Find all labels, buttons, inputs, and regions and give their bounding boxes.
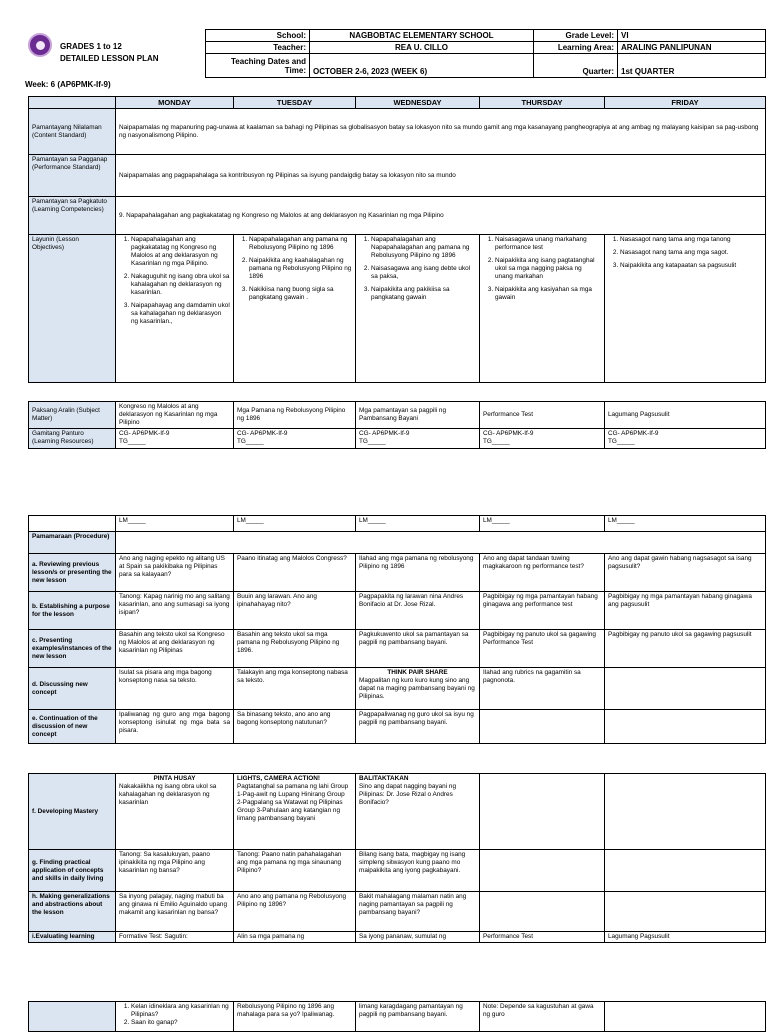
cell-e-friday bbox=[605, 710, 766, 744]
cell-c-friday: Pagbibigay ng panuto ukol sa gagawing pagsusulit bbox=[605, 630, 766, 668]
content-standard: Naipapamalas ng mapanuring pag-unawa at kaalaman sa bahagi ng Pilipinas sa globalisasyon batay sa lokasyon nito sa mundo gamit ang mga kasanayang pangheograpiya at ang ambag ng malayang kaisipan sa pag-usbong ng nasyonalismong Pilipino. bbox=[116, 109, 766, 155]
standards-table bbox=[28, 96, 766, 383]
procedure-blank bbox=[116, 532, 766, 554]
cell-e-monday: Ipaliwanag ng guro ang mga bagong konseptong isinulat ng mga bata sa pisara. bbox=[116, 710, 234, 744]
objectives-wednesday bbox=[356, 235, 480, 383]
day-monday: MONDAY bbox=[116, 97, 234, 109]
pinta-husay-title: PINTA HUSAY bbox=[153, 775, 196, 782]
cell-a-friday: Ano ang dapat gawin habang nagsasagot sa isang pagsusulit? bbox=[605, 554, 766, 592]
row-label-i: i.Evaluating learning bbox=[29, 932, 116, 943]
school-value: NAGBOBTAC ELEMENTARY SCHOOL bbox=[310, 30, 534, 42]
cell-d-monday: Isulat sa pisara ang mga bagong konseptong nasa sa teksto. bbox=[116, 668, 234, 710]
row-label-h: h. Making generalizations and abstractions about the lesson bbox=[29, 892, 116, 932]
lm-wednesday: LM_____ bbox=[356, 516, 480, 532]
objective-item: 2. Naisasagawa ang isang debte ukol sa paksa, bbox=[371, 265, 476, 281]
cell-i-thursday: Performance Test bbox=[480, 932, 605, 943]
cell-e-tuesday: Sa binasang teksto, ano ano ang bagong konseptong natutunan? bbox=[234, 710, 356, 744]
cell-c-thursday: Pagbibigay ng panuto ukol sa gagawing Performance Test bbox=[480, 630, 605, 668]
cell-f-tuesday bbox=[234, 774, 356, 850]
resources-wednesday bbox=[356, 429, 480, 449]
cell-a-tuesday: Paano itinatag ang Malolos Congress? bbox=[234, 554, 356, 592]
day-friday: FRIDAY bbox=[605, 97, 766, 109]
think-pair-title: THINK PAIR SHARE bbox=[387, 669, 448, 676]
objectives-tuesday bbox=[234, 235, 356, 383]
cell-c-tuesday: Basahin ang teksto ukol sa mga pamana ng Rebolusyong Pilipino ng 1896. bbox=[234, 630, 356, 668]
quarter-value: 1st QUARTER bbox=[618, 54, 766, 78]
cell-h-wednesday: Bakit mahalagang malaman natin ang naging pamantayan sa pagpili ng pambansang bayani? bbox=[356, 892, 480, 932]
performance-standard: Naipapamalas ang pagpapahalaga sa kontribusyon ng Pilipinas sa isyung pandaigdig batay sa lokasyon nito sa mundo bbox=[116, 155, 766, 197]
resources-thursday bbox=[480, 429, 605, 449]
cg-code: CG- AP6PMK-If-9 bbox=[483, 430, 534, 437]
teacher-value: REA U. CILLO bbox=[310, 42, 534, 54]
cell-a-thursday: Ano ang dapat tandaan tuwing magkakaroon ng performance test? bbox=[480, 554, 605, 592]
quarter-label: Quarter: bbox=[534, 54, 618, 78]
cont-item: 2. Saan ito ganap? bbox=[131, 1019, 230, 1027]
day-tuesday: TUESDAY bbox=[234, 97, 356, 109]
title-grades: GRADES 1 to 12 bbox=[60, 42, 122, 51]
objective-item: 3. Naipakikita ang katapaatan sa pagsusulit bbox=[620, 262, 762, 270]
cell-d-thursday: Ilahad ang rubrics na gagamitin sa pagnonota. bbox=[480, 668, 605, 710]
cell-h-thursday bbox=[480, 892, 605, 932]
dates-value: OCTOBER 2-6, 2023 (WEEK 6) bbox=[310, 54, 534, 78]
objective-item: 2. Naipakikita ang isang pagtatanghal ukol sa mga nagging paksa ng unang markahan bbox=[495, 257, 601, 281]
school-label: School: bbox=[206, 30, 310, 42]
cell-e-thursday bbox=[480, 710, 605, 744]
cell-b-tuesday: Buuin ang larawan. Ano ang ipinahahayag nito? bbox=[234, 592, 356, 630]
cell-b-wednesday: Pagpapakita ng larawan nina Andres Bonifacio at Dr. Jose Rizal. bbox=[356, 592, 480, 630]
lights-camera-title: LIGHTS, CAMERA ACTION! bbox=[237, 775, 320, 782]
cell-i-wednesday: Sa iyong pananaw, sumulat ng bbox=[356, 932, 480, 943]
header-table bbox=[205, 29, 766, 78]
tg-blank: TG_____ bbox=[359, 438, 386, 445]
objective-item: 1. Napapahalagahan ang Napapahalagahan ang pamana ng Rebolusyong Pilipino ng 1896 bbox=[371, 236, 476, 260]
cell-b-friday: Pagbibigay ng mga pamantayan habang ginagawa ang pagsusulit bbox=[605, 592, 766, 630]
cont-tuesday: Rebolusyong Pilipino ng 1896 ang mahalaga para sa yo? Ipaliwanag. bbox=[234, 1002, 356, 1032]
lm-tuesday: LM_____ bbox=[234, 516, 356, 532]
objective-item: 2. Nakaguguhit ng isang obra ukol sa kahalagahan ng deklarasyon ng kasarinlan. bbox=[131, 273, 230, 297]
area-value: ARALING PANLIPUNAN bbox=[618, 42, 766, 54]
objective-item: 1. Napapahalagahan ang pamana ng Rebolusyong Pilipino ng 1896 bbox=[249, 236, 352, 252]
cell-g-tuesday: Tanong: Paano natin pahahalagahan ang mga pamana ng mga sinaunang Pilipino? bbox=[234, 850, 356, 892]
cell-i-friday: Lagumang Pagsusulit bbox=[605, 932, 766, 943]
week-label: Week: 6 (AP6PMK-If-9) bbox=[25, 80, 111, 89]
grade-value: VI bbox=[618, 30, 766, 42]
row-label-a: a. Reviewing previous lesson/s or presenting the new lesson bbox=[29, 554, 116, 592]
resources-monday bbox=[116, 429, 234, 449]
objective-item: 1. Napapahalagahan ang pagkakatatag ng Kongreso ng Malolos at ang deklarasyon ng Kasarinlan ng mga Pilipino. bbox=[131, 236, 230, 268]
objective-item: 2. Naipakikita ang kaahalagahan ng pamana ng Rebolusyong Pilipino ng 1896 bbox=[249, 257, 352, 281]
subject-monday: Kongreso ng Malolos at ang deklarasyon ng Kasarinlan ng mga Pilipino bbox=[116, 402, 234, 429]
cell-h-monday: Sa inyong palagay, naging mabuti ba ang ginawa ni Emilio Aguinaldo upang makamit ang kasarinlan ng bansa? bbox=[116, 892, 234, 932]
area-label: Learning Area: bbox=[534, 42, 618, 54]
performance-standard-label: Pamantayan sa Pagganap (Performance Standard) bbox=[29, 155, 116, 197]
cell-g-friday bbox=[605, 850, 766, 892]
cell-a-monday: Ano ang naging epekto ng alitang US at Spain sa pakikibaka ng Pilipinas para sa kalayaan? bbox=[116, 554, 234, 592]
dates-label: Teaching Dates and Time: bbox=[206, 54, 310, 78]
lm-friday: LM_____ bbox=[605, 516, 766, 532]
content-standard-label: Pamantayang Nilalaman (Content Standard) bbox=[29, 109, 116, 155]
cg-code: CG- AP6PMK-If-9 bbox=[119, 430, 170, 437]
lm-thursday: LM_____ bbox=[480, 516, 605, 532]
day-wednesday: WEDNESDAY bbox=[356, 97, 480, 109]
cell-d-friday bbox=[605, 668, 766, 710]
subject-tuesday: Mga Pamana ng Rebolusyong Pilipino ng 1896 bbox=[234, 402, 356, 429]
objective-item: 2. Nasasagot nang tama ang mga sagot. bbox=[620, 249, 762, 257]
cg-code: CG- AP6PMK-If-9 bbox=[237, 430, 288, 437]
pinta-husay-text: Nakakaiikha ng isang obra ukol sa kahalagahan ng deklarasyon ng kasarinlan bbox=[119, 783, 217, 806]
cell-f-monday bbox=[116, 774, 234, 850]
objective-item: 3. Nakikiisa nang buong sigla sa pangkatang gawain . bbox=[249, 286, 352, 302]
cell-h-tuesday: Ano ano ang pamana ng Rebolusyong Pilipino ng 1896? bbox=[234, 892, 356, 932]
cell-f-friday bbox=[605, 774, 766, 850]
think-pair-text: Magpalitan ng kuro kuro kung sino ang dapat na maging pambansang bayani ng Pilipinas. bbox=[359, 677, 475, 700]
row-label-d: d. Discussing new concept bbox=[29, 668, 116, 710]
lm-monday: LM_____ bbox=[116, 516, 234, 532]
objective-item: 3. Naipapahayag ang damdamin ukol sa kahalagahan ng deklarasyon ng kasarinlan., bbox=[131, 302, 230, 326]
tg-blank: TG_____ bbox=[119, 438, 146, 445]
cell-g-thursday bbox=[480, 850, 605, 892]
balitaktakan-text: Sino ang dapat nagging bayani ng Pilipinas: Dr. Jose Rizal o Andres Bonifacio? bbox=[359, 783, 457, 806]
objectives-label: Layunin (Lesson Objectives) bbox=[29, 235, 116, 383]
cell-e-wednesday: Pagpapaliwanag ng guro ukol sa isyu ng pagpili ng pambansang bayani. bbox=[356, 710, 480, 744]
row-label-f: f. Developing Mastery bbox=[29, 774, 116, 850]
cell-f-wednesday bbox=[356, 774, 480, 850]
lm-corner bbox=[29, 516, 116, 532]
teacher-label: Teacher: bbox=[206, 42, 310, 54]
lights-camera-text: Pagtatanghal sa pamana ng lahi Group 1-Pag-awit ng Lupang Hinirang Group 2-Pagpalang sa Watawat ng Pilipinas Group 3-Pahulaan ang katangian ng limang pambansang bayani bbox=[237, 783, 349, 822]
tg-blank: TG_____ bbox=[237, 438, 264, 445]
cont-friday bbox=[605, 1002, 766, 1032]
cell-c-wednesday: Pagkukuwento ukol sa pamantayan sa pagpili ng pambansang bayani. bbox=[356, 630, 480, 668]
subject-wednesday: Mga pamantayan sa pagpili ng Pambansang Bayani bbox=[356, 402, 480, 429]
row-label-g: g. Finding practical application of concepts and skills in daily living bbox=[29, 850, 116, 892]
objective-item: 1. Naisasagawa unang markahang performance test bbox=[495, 236, 601, 252]
objective-item: 3. Naipakikita ang kasiyahan sa mga gawain bbox=[495, 286, 601, 302]
cell-b-thursday: Pagbibigay ng mga pamantayan habang ginagawa ang performance test bbox=[480, 592, 605, 630]
continuation-table bbox=[28, 1001, 766, 1032]
resources-tuesday bbox=[234, 429, 356, 449]
subject-table bbox=[28, 401, 766, 449]
resources-friday bbox=[605, 429, 766, 449]
cell-i-monday: Formative Test: Sagutin: bbox=[116, 932, 234, 943]
tg-blank: TG_____ bbox=[483, 438, 510, 445]
cell-i-tuesday: Alin sa mga pamana ng bbox=[234, 932, 356, 943]
cell-f-thursday bbox=[480, 774, 605, 850]
cont-monday bbox=[116, 1002, 234, 1032]
cont-wednesday: limang karagdagang pamantayan ng pagpili ng pambansang bayani. bbox=[356, 1002, 480, 1032]
subject-thursday: Performance Test bbox=[480, 402, 605, 429]
cell-h-friday bbox=[605, 892, 766, 932]
cell-d-tuesday: Talakayin ang mga konseptong nabasa sa teksto. bbox=[234, 668, 356, 710]
procedure-label: Pamamaraan (Procedure) bbox=[29, 532, 116, 554]
corner-cell bbox=[29, 97, 116, 109]
resources-label: Gamitang Panturo (Learning Resources) bbox=[29, 429, 116, 449]
objectives-thursday bbox=[480, 235, 605, 383]
row-label-b: b. Establishing a purpose for the lesson bbox=[29, 592, 116, 630]
row-label-c: c. Presenting examples/instances of the new lesson bbox=[29, 630, 116, 668]
cont-thursday: Note: Depende sa kagustuhan at gawa ng guro bbox=[480, 1002, 605, 1032]
mastery-table bbox=[28, 773, 766, 943]
deped-seal-logo bbox=[28, 33, 52, 57]
subject-friday: Lagumang Pagsusulit bbox=[605, 402, 766, 429]
cont-item: 1. Kelan idineklara ang kasarinlan ng Pilipinas? bbox=[131, 1003, 230, 1019]
row-label-e: e. Continuation of the discussion of new concept bbox=[29, 710, 116, 744]
competency: 9. Napapahalagahan ang pagkakatatag ng Kongreso ng Malolos at ang deklarasyon ng Kasarinlan ng mga Pilipino bbox=[116, 197, 766, 235]
cell-g-wednesday: Bilang isang bata, magbigay ng isang simpleng sitwasyon kung paano mo maipakikita ang iyong pagkabayani. bbox=[356, 850, 480, 892]
day-thursday: THURSDAY bbox=[480, 97, 605, 109]
cell-a-wednesday: Ilahad ang mga pamana ng rebolusyong Pilipino ng 1896 bbox=[356, 554, 480, 592]
cell-d-wednesday bbox=[356, 668, 480, 710]
procedure-table bbox=[28, 515, 766, 744]
objective-item: 3. Naipakikita ang pakikiisa sa pangkatang gawain bbox=[371, 286, 476, 302]
balitaktakan-title: BALITAKTAKAN bbox=[359, 775, 409, 782]
objectives-friday bbox=[605, 235, 766, 383]
objectives-monday bbox=[116, 235, 234, 383]
cell-b-monday: Tanong: Kapag narinig mo ang salitang kasarinlan, ano ang sumasagi sa iyong isipan? bbox=[116, 592, 234, 630]
cont-label bbox=[29, 1002, 116, 1032]
tg-blank: TG_____ bbox=[608, 438, 635, 445]
title-dlp: DETAILED LESSON PLAN bbox=[60, 54, 159, 63]
subject-label: Paksang Aralin (Subject Matter) bbox=[29, 402, 116, 429]
cell-g-monday: Tanong: Sa kasalukuyan, paano ipinakikita ng mga Pilipino ang kasarinlan ng bansa? bbox=[116, 850, 234, 892]
cell-c-monday: Basahin ang teksto ukol sa Kongreso ng Malolos at ang deklarasyon ng kasarinlan ng Pilipinas bbox=[116, 630, 234, 668]
cg-code: CG- AP6PMK-If-9 bbox=[359, 430, 410, 437]
objective-item: 1. Nasasagot nang tama ang mga tanong bbox=[620, 236, 762, 244]
competency-label: Pamantayan sa Pagkatuto (Learning Competencies) bbox=[29, 197, 116, 235]
cg-code: CG- AP6PMK-If-9 bbox=[608, 430, 659, 437]
grade-label: Grade Level: bbox=[534, 30, 618, 42]
